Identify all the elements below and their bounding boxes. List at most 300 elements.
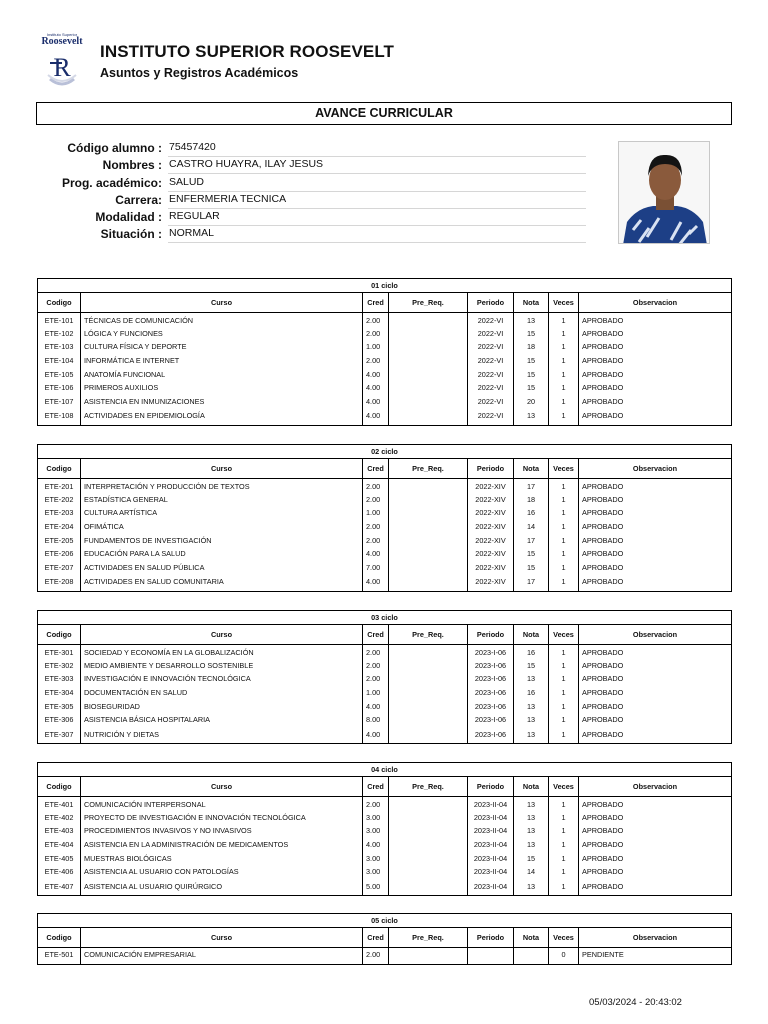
course-grade: 15 [514, 367, 549, 381]
info-label: Prog. académico: [61, 175, 162, 190]
student-photo [618, 141, 710, 244]
course-grade: 16 [514, 686, 549, 700]
cycle-table-02 [37, 444, 732, 592]
course-row [38, 520, 732, 534]
course-name: ASISTENCIA BÁSICA HOSPITALARIA [81, 713, 363, 727]
course-grade: 15 [514, 658, 549, 672]
course-grade: 14 [514, 520, 549, 534]
course-row [38, 727, 732, 744]
course-attempts: 1 [549, 395, 579, 409]
course-grade: 15 [514, 354, 549, 368]
course-credits: 1.00 [363, 506, 389, 520]
course-prereq [389, 395, 468, 409]
col-header-nota: Nota [514, 459, 549, 479]
course-observation: APROBADO [579, 879, 732, 896]
course-credits: 3.00 [363, 851, 389, 865]
course-period: 2023-I-06 [468, 713, 514, 727]
col-header-observacion: Observacion [579, 293, 732, 313]
course-prereq [389, 574, 468, 591]
course-name: DOCUMENTACIÓN EN SALUD [81, 686, 363, 700]
course-credits: 4.00 [363, 547, 389, 561]
course-row [38, 381, 732, 395]
course-name: OFIMÁTICA [81, 520, 363, 534]
cycle-table-04 [37, 762, 732, 896]
course-attempts: 1 [549, 645, 579, 659]
course-prereq [389, 797, 468, 811]
col-header-nota: Nota [514, 928, 549, 948]
course-credits: 2.00 [363, 479, 389, 493]
col-header-curso: Curso [81, 928, 363, 948]
course-grade: 13 [514, 824, 549, 838]
col-header-observacion: Observacion [579, 928, 732, 948]
course-name: ACTIVIDADES EN SALUD PÚBLICA [81, 561, 363, 575]
course-code: ETE-407 [38, 879, 81, 896]
course-observation: APROBADO [579, 797, 732, 811]
course-name: MUESTRAS BIOLÓGICAS [81, 851, 363, 865]
course-name: ESTADÍSTICA GENERAL [81, 492, 363, 506]
course-period: 2022-XIV [468, 574, 514, 591]
course-credits: 3.00 [363, 810, 389, 824]
course-prereq [389, 506, 468, 520]
course-prereq [389, 838, 468, 852]
course-grade: 13 [514, 408, 549, 425]
course-attempts: 1 [549, 326, 579, 340]
info-label: Nombres : [102, 158, 162, 173]
course-grade: 13 [514, 699, 549, 713]
course-prereq [389, 354, 468, 368]
course-period: 2022-XIV [468, 479, 514, 493]
course-name: PRIMEROS AUXILIOS [81, 381, 363, 395]
course-row [38, 948, 732, 965]
course-prereq [389, 533, 468, 547]
course-code: ETE-301 [38, 645, 81, 659]
course-observation: APROBADO [579, 810, 732, 824]
col-header-observacion: Observacion [579, 625, 732, 645]
course-attempts: 1 [549, 381, 579, 395]
column-header-row [38, 459, 732, 479]
course-observation: APROBADO [579, 408, 732, 425]
course-grade: 17 [514, 479, 549, 493]
course-grade: 18 [514, 340, 549, 354]
course-period: 2023-II-04 [468, 865, 514, 879]
col-header-codigo: Codigo [38, 928, 81, 948]
course-prereq [389, 727, 468, 744]
course-prereq [389, 865, 468, 879]
course-row [38, 326, 732, 340]
col-header-veces: Veces [549, 459, 579, 479]
course-period: 2022-XIV [468, 520, 514, 534]
course-row [38, 686, 732, 700]
course-attempts: 1 [549, 533, 579, 547]
info-value: SALUD [168, 175, 586, 192]
cycle-header-row [38, 279, 732, 293]
course-period: 2022-VI [468, 381, 514, 395]
course-grade: 13 [514, 713, 549, 727]
course-attempts: 0 [549, 948, 579, 965]
course-code: ETE-108 [38, 408, 81, 425]
course-observation: APROBADO [579, 686, 732, 700]
course-credits: 4.00 [363, 381, 389, 395]
course-row [38, 313, 732, 327]
course-observation: APROBADO [579, 354, 732, 368]
course-credits: 4.00 [363, 699, 389, 713]
institute-title: INSTITUTO SUPERIOR ROOSEVELT [100, 42, 395, 61]
col-header-veces: Veces [549, 293, 579, 313]
course-name: FUNDAMENTOS DE INVESTIGACIÓN [81, 533, 363, 547]
course-code: ETE-107 [38, 395, 81, 409]
course-observation: APROBADO [579, 340, 732, 354]
col-header-periodo: Periodo [468, 928, 514, 948]
col-header-veces: Veces [549, 625, 579, 645]
col-header-codigo: Codigo [38, 293, 81, 313]
course-attempts: 1 [549, 699, 579, 713]
column-header-row [38, 928, 732, 948]
info-value: REGULAR [168, 209, 586, 226]
course-credits: 2.00 [363, 645, 389, 659]
course-row [38, 533, 732, 547]
course-credits: 2.00 [363, 520, 389, 534]
course-grade: 15 [514, 381, 549, 395]
document-title: AVANCE CURRICULAR [36, 102, 732, 125]
course-grade: 13 [514, 672, 549, 686]
course-attempts: 1 [549, 354, 579, 368]
course-name: PROYECTO DE INVESTIGACIÓN E INNOVACIÓN TECNOLÓGICA [81, 810, 363, 824]
course-name: EDUCACIÓN PARA LA SALUD [81, 547, 363, 561]
course-period: 2023-I-06 [468, 686, 514, 700]
info-row-names [40, 157, 588, 174]
course-grade: 15 [514, 326, 549, 340]
course-prereq [389, 381, 468, 395]
course-attempts: 1 [549, 479, 579, 493]
course-grade: 13 [514, 838, 549, 852]
course-grade: 17 [514, 574, 549, 591]
course-credits: 4.00 [363, 727, 389, 744]
course-code: ETE-401 [38, 797, 81, 811]
course-prereq [389, 672, 468, 686]
course-observation: APROBADO [579, 367, 732, 381]
course-code: ETE-304 [38, 686, 81, 700]
col-header-prereq: Pre_Req. [389, 459, 468, 479]
course-observation: APROBADO [579, 851, 732, 865]
course-prereq [389, 948, 468, 965]
info-label: Carrera: [115, 192, 162, 207]
course-period: 2023-I-06 [468, 727, 514, 744]
course-attempts: 1 [549, 797, 579, 811]
course-observation: APROBADO [579, 381, 732, 395]
course-period: 2023-II-04 [468, 838, 514, 852]
course-observation: APROBADO [579, 479, 732, 493]
course-row [38, 395, 732, 409]
course-code: ETE-203 [38, 506, 81, 520]
course-attempts: 1 [549, 547, 579, 561]
col-header-cred: Cred [363, 459, 389, 479]
course-attempts: 1 [549, 879, 579, 896]
course-prereq [389, 658, 468, 672]
course-grade: 17 [514, 533, 549, 547]
course-period: 2023-II-04 [468, 824, 514, 838]
col-header-prereq: Pre_Req. [389, 928, 468, 948]
course-observation: APROBADO [579, 520, 732, 534]
course-attempts: 1 [549, 658, 579, 672]
course-grade: 14 [514, 865, 549, 879]
course-prereq [389, 879, 468, 896]
course-credits: 2.00 [363, 797, 389, 811]
institute-subtitle: Asuntos y Registros Académicos [100, 66, 299, 80]
course-period: 2023-I-06 [468, 645, 514, 659]
course-name: ANATOMÍA FUNCIONAL [81, 367, 363, 381]
course-name: TÉCNICAS DE COMUNICACIÓN [81, 313, 363, 327]
cycle-table-01 [37, 278, 732, 426]
course-observation: APROBADO [579, 547, 732, 561]
course-attempts: 1 [549, 851, 579, 865]
course-name: ASISTENCIA AL USUARIO CON PATOLOGÍAS [81, 865, 363, 879]
course-credits: 2.00 [363, 948, 389, 965]
course-credits: 2.00 [363, 672, 389, 686]
course-name: INTERPRETACIÓN Y PRODUCCIÓN DE TEXTOS [81, 479, 363, 493]
col-header-periodo: Periodo [468, 459, 514, 479]
course-attempts: 1 [549, 865, 579, 879]
course-code: ETE-206 [38, 547, 81, 561]
col-header-curso: Curso [81, 459, 363, 479]
course-row [38, 492, 732, 506]
course-name: ACTIVIDADES EN EPIDEMIOLOGÍA [81, 408, 363, 425]
course-period: 2022-XIV [468, 492, 514, 506]
course-period: 2022-VI [468, 313, 514, 327]
course-grade: 20 [514, 395, 549, 409]
course-observation: APROBADO [579, 699, 732, 713]
course-period: 2022-VI [468, 408, 514, 425]
col-header-curso: Curso [81, 777, 363, 797]
info-row-program [40, 175, 588, 192]
column-header-row [38, 293, 732, 313]
col-header-cred: Cred [363, 293, 389, 313]
course-attempts: 1 [549, 408, 579, 425]
course-observation: APROBADO [579, 824, 732, 838]
course-credits: 3.00 [363, 865, 389, 879]
course-grade: 15 [514, 851, 549, 865]
course-row [38, 574, 732, 591]
svg-text:R: R [53, 53, 71, 82]
course-period: 2022-VI [468, 326, 514, 340]
course-attempts: 1 [549, 492, 579, 506]
cycle-name: 05 ciclo [38, 914, 732, 928]
info-row-status [40, 226, 588, 243]
course-row [38, 645, 732, 659]
course-name: INFORMÁTICA E INTERNET [81, 354, 363, 368]
col-header-veces: Veces [549, 928, 579, 948]
course-period: 2022-VI [468, 340, 514, 354]
course-period: 2023-II-04 [468, 810, 514, 824]
course-name: PROCEDIMIENTOS INVASIVOS Y NO INVASIVOS [81, 824, 363, 838]
course-row [38, 713, 732, 727]
col-header-codigo: Codigo [38, 459, 81, 479]
course-observation: APROBADO [579, 561, 732, 575]
course-code: ETE-207 [38, 561, 81, 575]
info-value: NORMAL [168, 226, 586, 243]
course-credits: 1.00 [363, 686, 389, 700]
course-name: LÓGICA Y FUNCIONES [81, 326, 363, 340]
course-code: ETE-404 [38, 838, 81, 852]
course-code: ETE-306 [38, 713, 81, 727]
course-period: 2022-XIV [468, 533, 514, 547]
cycle-header-row [38, 445, 732, 459]
course-code: ETE-101 [38, 313, 81, 327]
course-code: ETE-104 [38, 354, 81, 368]
course-name: CULTURA FÍSICA Y DEPORTE [81, 340, 363, 354]
course-prereq [389, 713, 468, 727]
course-grade: 15 [514, 561, 549, 575]
course-prereq [389, 520, 468, 534]
course-name: MEDIO AMBIENTE Y DESARROLLO SOSTENIBLE [81, 658, 363, 672]
cycle-table-05 [37, 913, 732, 965]
course-credits: 1.00 [363, 340, 389, 354]
course-code: ETE-302 [38, 658, 81, 672]
course-observation: APROBADO [579, 865, 732, 879]
info-row-career [40, 192, 588, 209]
col-header-curso: Curso [81, 293, 363, 313]
course-observation: APROBADO [579, 506, 732, 520]
course-period [468, 948, 514, 965]
course-attempts: 1 [549, 713, 579, 727]
course-credits: 8.00 [363, 713, 389, 727]
course-code: ETE-106 [38, 381, 81, 395]
col-header-periodo: Periodo [468, 293, 514, 313]
col-header-observacion: Observacion [579, 777, 732, 797]
generated-timestamp: 05/03/2024 - 20:43:02 [589, 997, 682, 1008]
student-portrait-icon [619, 142, 710, 244]
col-header-nota: Nota [514, 777, 549, 797]
course-attempts: 1 [549, 727, 579, 744]
course-code: ETE-103 [38, 340, 81, 354]
course-code: ETE-202 [38, 492, 81, 506]
course-code: ETE-403 [38, 824, 81, 838]
course-attempts: 1 [549, 686, 579, 700]
column-header-row [38, 777, 732, 797]
info-row-student-code [40, 140, 588, 157]
course-attempts: 1 [549, 824, 579, 838]
course-prereq [389, 492, 468, 506]
cycle-name: 04 ciclo [38, 763, 732, 777]
course-attempts: 1 [549, 838, 579, 852]
course-row [38, 547, 732, 561]
course-prereq [389, 645, 468, 659]
course-grade: 16 [514, 506, 549, 520]
column-header-row [38, 625, 732, 645]
info-value: 75457420 [168, 140, 586, 157]
course-credits: 7.00 [363, 561, 389, 575]
logo-name-text: Roosevelt [41, 36, 83, 47]
cycle-header-row [38, 914, 732, 928]
course-attempts: 1 [549, 313, 579, 327]
col-header-prereq: Pre_Req. [389, 293, 468, 313]
course-attempts: 1 [549, 340, 579, 354]
course-period: 2023-I-06 [468, 699, 514, 713]
course-prereq [389, 810, 468, 824]
course-credits: 2.00 [363, 533, 389, 547]
course-row [38, 810, 732, 824]
course-attempts: 1 [549, 672, 579, 686]
col-header-cred: Cred [363, 928, 389, 948]
course-attempts: 1 [549, 810, 579, 824]
course-row [38, 838, 732, 852]
course-grade: 13 [514, 727, 549, 744]
info-label: Situación : [100, 227, 162, 242]
course-observation: APROBADO [579, 727, 732, 744]
course-code: ETE-406 [38, 865, 81, 879]
course-attempts: 1 [549, 367, 579, 381]
course-credits: 5.00 [363, 879, 389, 896]
course-observation: APROBADO [579, 574, 732, 591]
course-attempts: 1 [549, 574, 579, 591]
course-prereq [389, 699, 468, 713]
col-header-prereq: Pre_Req. [389, 625, 468, 645]
institute-logo [36, 30, 88, 90]
course-credits: 2.00 [363, 658, 389, 672]
course-period: 2022-VI [468, 395, 514, 409]
course-prereq [389, 686, 468, 700]
course-row [38, 699, 732, 713]
course-code: ETE-501 [38, 948, 81, 965]
course-row [38, 408, 732, 425]
course-period: 2022-VI [468, 367, 514, 381]
course-prereq [389, 851, 468, 865]
course-observation: APROBADO [579, 313, 732, 327]
course-row [38, 879, 732, 896]
course-prereq [389, 313, 468, 327]
course-period: 2023-II-04 [468, 797, 514, 811]
course-credits: 4.00 [363, 367, 389, 381]
course-observation: APROBADO [579, 713, 732, 727]
course-credits: 3.00 [363, 824, 389, 838]
course-code: ETE-201 [38, 479, 81, 493]
course-row [38, 851, 732, 865]
course-name: CULTURA ARTÍSTICA [81, 506, 363, 520]
course-row [38, 797, 732, 811]
course-observation: PENDIENTE [579, 948, 732, 965]
course-credits: 2.00 [363, 313, 389, 327]
col-header-cred: Cred [363, 625, 389, 645]
course-code: ETE-305 [38, 699, 81, 713]
course-row [38, 865, 732, 879]
course-row [38, 354, 732, 368]
cycle-name: 03 ciclo [38, 611, 732, 625]
course-credits: 4.00 [363, 395, 389, 409]
course-name: ACTIVIDADES EN SALUD COMUNITARIA [81, 574, 363, 591]
course-row [38, 672, 732, 686]
course-name: INVESTIGACIÓN E INNOVACIÓN TECNOLÓGICA [81, 672, 363, 686]
col-header-nota: Nota [514, 625, 549, 645]
course-row [38, 561, 732, 575]
info-value: ENFERMERIA TECNICA [168, 192, 586, 209]
col-header-observacion: Observacion [579, 459, 732, 479]
course-observation: APROBADO [579, 645, 732, 659]
col-header-periodo: Periodo [468, 777, 514, 797]
course-prereq [389, 479, 468, 493]
course-name: COMUNICACIÓN EMPRESARIAL [81, 948, 363, 965]
course-observation: APROBADO [579, 395, 732, 409]
course-attempts: 1 [549, 506, 579, 520]
course-prereq [389, 340, 468, 354]
course-period: 2023-I-06 [468, 672, 514, 686]
course-grade: 15 [514, 547, 549, 561]
course-period: 2023-I-06 [468, 658, 514, 672]
course-period: 2023-II-04 [468, 879, 514, 896]
cycle-table-03 [37, 610, 732, 744]
course-credits: 4.00 [363, 838, 389, 852]
cycle-header-row [38, 611, 732, 625]
course-prereq [389, 547, 468, 561]
course-prereq [389, 326, 468, 340]
